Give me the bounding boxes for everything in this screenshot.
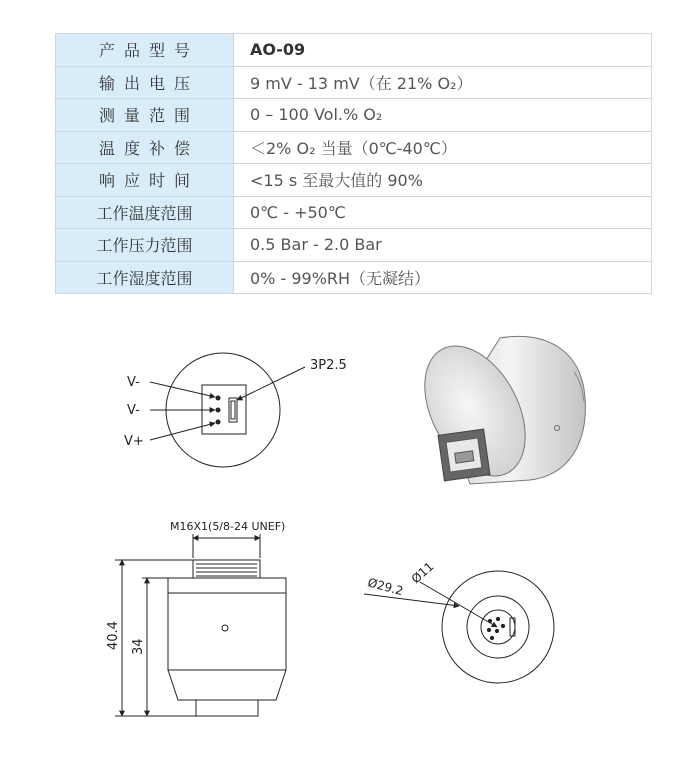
spec-label: 输出电压 bbox=[56, 66, 234, 99]
pin-1-leader bbox=[150, 382, 215, 397]
spec-value: AO-09 bbox=[234, 34, 652, 67]
inner-diameter-label: Ø11 bbox=[408, 559, 437, 587]
connector-slot-inner bbox=[231, 401, 235, 419]
side-vent-hole bbox=[222, 625, 228, 631]
inner-diameter-leader bbox=[420, 582, 497, 627]
spec-value: 0.5 Bar - 2.0 Bar bbox=[234, 229, 652, 262]
bottom-connector bbox=[196, 700, 258, 716]
spec-label: 工作压力范围 bbox=[56, 229, 234, 262]
spec-label: 测量范围 bbox=[56, 99, 234, 132]
outer-diameter-circle bbox=[442, 571, 554, 683]
body-height-label: 34 bbox=[131, 638, 146, 655]
spec-value: <15 s 至最大值的 90% bbox=[234, 164, 652, 197]
sensor-side-body bbox=[168, 578, 286, 670]
connector-pins bbox=[455, 451, 474, 463]
total-height-label: 40.4 bbox=[106, 621, 121, 650]
spec-value: 0 – 100 Vol.% O₂ bbox=[234, 99, 652, 132]
pin-label: V- bbox=[127, 375, 140, 390]
connector-label: 3P2.5 bbox=[310, 358, 347, 373]
spec-value: 0℃ - +50℃ bbox=[234, 196, 652, 229]
side-view-drawing bbox=[115, 534, 286, 716]
spec-value: 0% - 99%RH（无凝结） bbox=[234, 261, 652, 294]
outer-diameter-label: Ø29.2 bbox=[366, 575, 405, 599]
spec-label: 响应时间 bbox=[56, 164, 234, 197]
pin-1 bbox=[216, 396, 220, 400]
spec-label: 工作湿度范围 bbox=[56, 261, 234, 294]
connector-slot bbox=[229, 398, 237, 422]
taper-section bbox=[168, 670, 286, 700]
sensor-3d-render bbox=[404, 329, 585, 493]
spec-value: 9 mV - 13 mV（在 21% O₂） bbox=[234, 66, 652, 99]
pin-3-leader bbox=[150, 423, 215, 440]
pin-2 bbox=[216, 408, 220, 412]
thread-label: M16X1(5/8-24 UNEF) bbox=[170, 520, 286, 533]
pin-3 bbox=[216, 420, 220, 424]
spec-value: ＜2% O₂ 当量（0℃-40℃） bbox=[234, 131, 652, 164]
spec-label: 产品型号 bbox=[56, 34, 234, 67]
inner-diameter-circle bbox=[467, 596, 529, 658]
spec-label: 温度补偿 bbox=[56, 131, 234, 164]
pin-label: V+ bbox=[124, 434, 144, 449]
connector-leader bbox=[237, 367, 305, 400]
thread-section bbox=[193, 560, 260, 578]
spec-label: 工作温度范围 bbox=[56, 196, 234, 229]
pinout-drawing bbox=[150, 353, 305, 467]
outer-diameter-leader bbox=[364, 594, 459, 606]
pin-label: V- bbox=[127, 403, 140, 418]
